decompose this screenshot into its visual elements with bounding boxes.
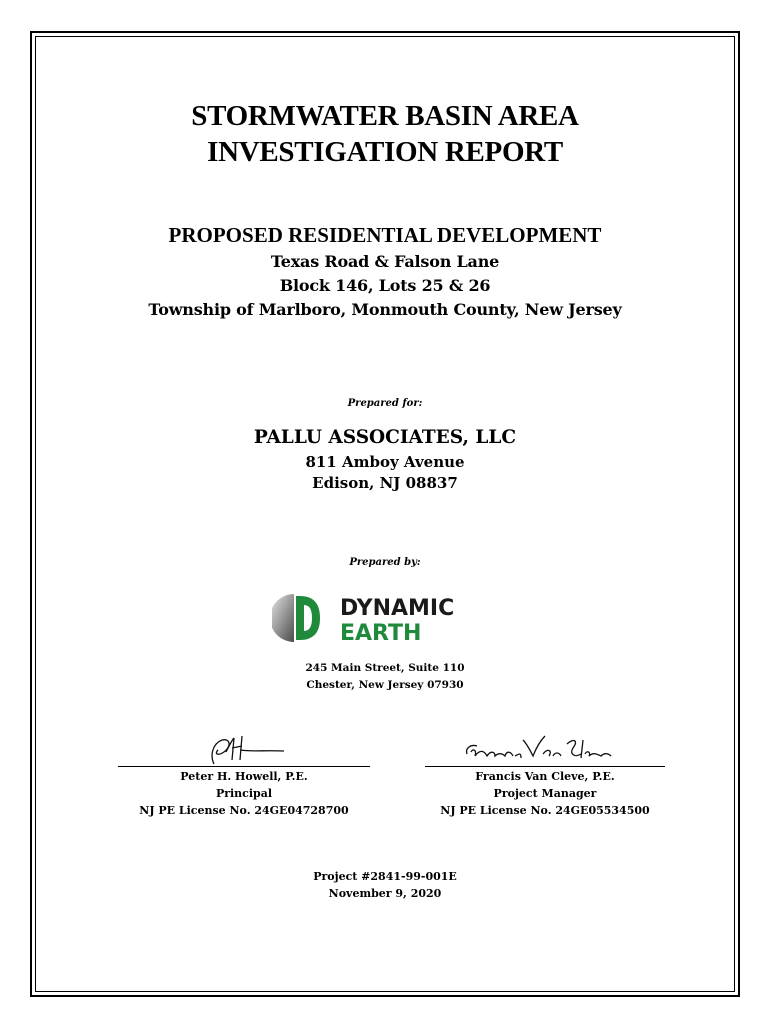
handwritten-signature-icon <box>415 730 675 766</box>
report-title-line2: INVESTIGATION REPORT <box>207 136 563 168</box>
signatory-title: Project Manager <box>493 787 597 800</box>
client-address-line2: Edison, NJ 08837 <box>312 474 458 492</box>
firm-address <box>0 660 770 694</box>
site-address-line3: Township of Marlboro, Monmouth County, New Jersey <box>148 300 622 319</box>
project-subtitle: PROPOSED RESIDENTIAL DEVELOPMENT <box>168 223 602 247</box>
site-address <box>0 250 770 322</box>
logo-word-dynamic: DYNAMIC <box>340 596 455 621</box>
handwritten-signature-icon <box>114 730 374 766</box>
page-inner-border <box>35 36 735 992</box>
signature-image <box>114 730 374 766</box>
signature-image <box>415 730 675 766</box>
report-title-line1: STORMWATER BASIN AREA <box>191 100 579 132</box>
project-footer <box>0 868 770 902</box>
site-address-line1: Texas Road & Falson Lane <box>270 252 500 271</box>
signature-line <box>425 766 665 767</box>
signatory-details <box>415 768 675 819</box>
signature-block-right <box>415 730 675 819</box>
signature-block-left <box>114 730 374 819</box>
site-address-line2: Block 146, Lots 25 & 26 <box>279 276 491 295</box>
signatory-license: NJ PE License No. 24GE05534500 <box>440 804 650 817</box>
logo-word-earth: EARTH <box>340 621 422 646</box>
signatory-name: Peter H. Howell, P.E. <box>180 770 308 783</box>
page-border <box>30 31 740 997</box>
signatory-details <box>114 768 374 819</box>
client-address <box>0 452 770 494</box>
dynamic-earth-logo-icon <box>272 590 492 646</box>
report-title <box>0 98 770 170</box>
report-date: November 9, 2020 <box>328 887 442 900</box>
prepared-for-label: Prepared for: <box>347 398 423 409</box>
firm-address-line2: Chester, New Jersey 07930 <box>306 679 464 691</box>
company-logo <box>272 590 492 646</box>
signature-line <box>118 766 370 767</box>
client-name: PALLU ASSOCIATES, LLC <box>253 427 517 448</box>
prepared-by-label: Prepared by: <box>349 557 421 568</box>
signatory-name: Francis Van Cleve, P.E. <box>475 770 615 783</box>
signatory-title: Principal <box>215 787 273 800</box>
signatory-license: NJ PE License No. 24GE04728700 <box>139 804 349 817</box>
client-address-line1: 811 Amboy Avenue <box>305 453 465 471</box>
project-number: Project #2841-99-001E <box>313 870 457 883</box>
firm-address-line1: 245 Main Street, Suite 110 <box>305 662 465 674</box>
